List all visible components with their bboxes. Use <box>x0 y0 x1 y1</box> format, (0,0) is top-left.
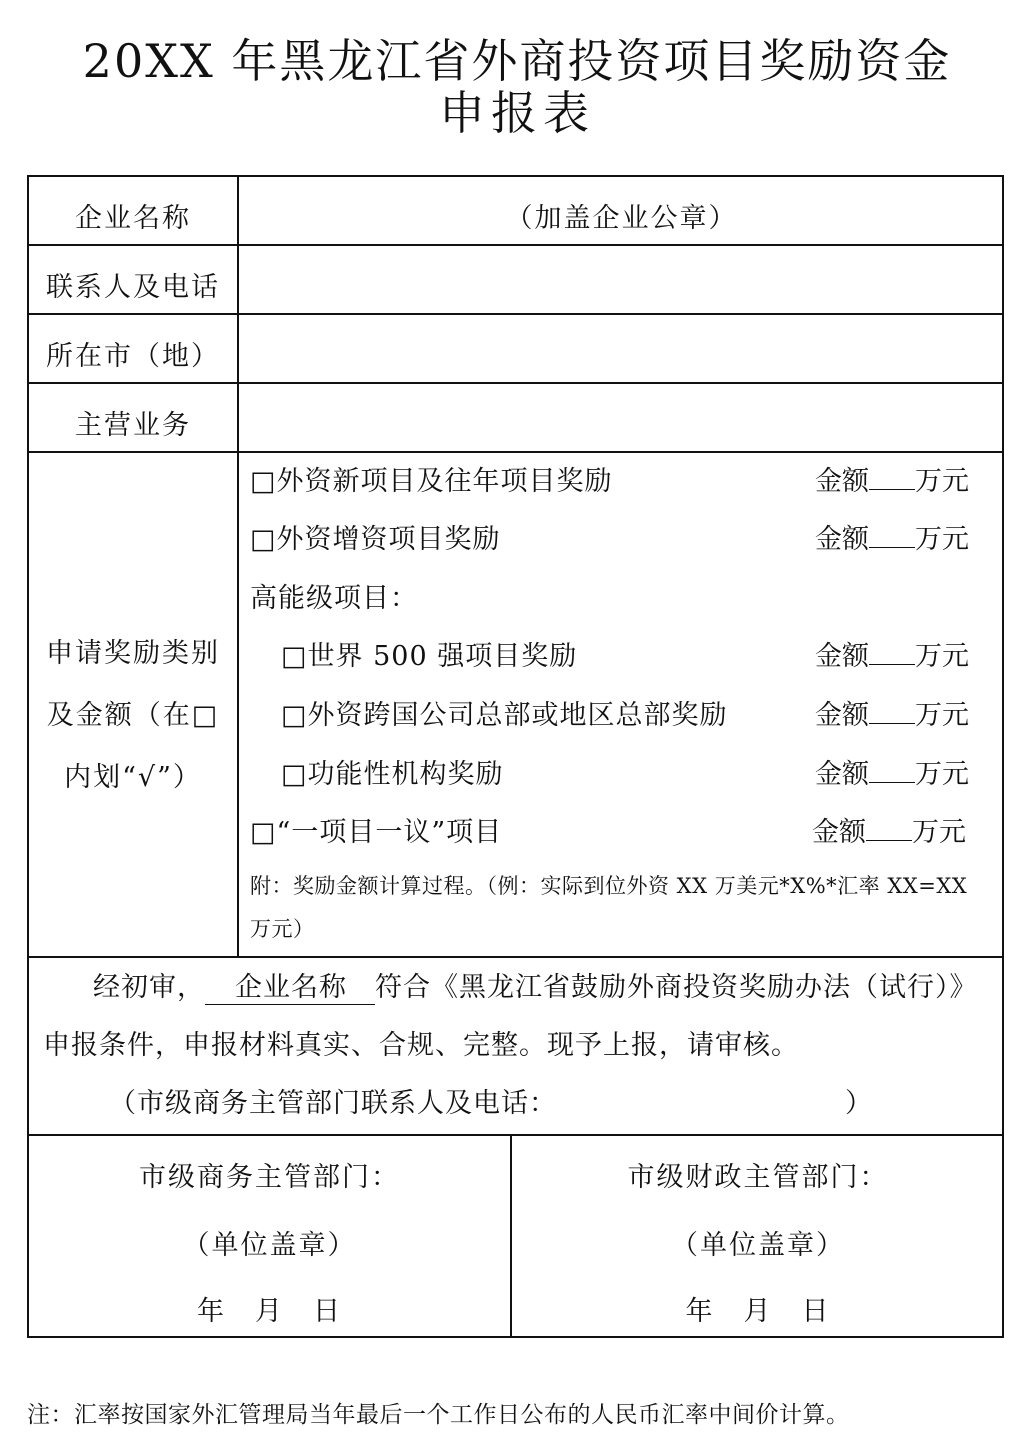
row-divider <box>29 382 1002 384</box>
award-item-fortune500[interactable]: □世界 500 强项目奖励 <box>281 641 578 672</box>
award-label-line1: 申请奖励类别 <box>46 638 220 669</box>
amount-field[interactable] <box>812 810 966 849</box>
row-divider <box>29 313 1002 315</box>
award-item-functional-institution[interactable]: □功能性机构奖励 <box>281 759 504 790</box>
application-form-table <box>27 175 1004 1338</box>
amount-blank[interactable] <box>869 640 915 665</box>
amount-unit: 万元 <box>915 524 969 555</box>
amount-prefix: 金额 <box>815 759 869 790</box>
city-field[interactable] <box>239 316 1004 380</box>
amount-blank[interactable] <box>869 523 915 548</box>
award-item-new-project[interactable]: □外资新项目及往年项目奖励 <box>250 466 613 497</box>
finance-dept-date[interactable]: 年 月 日 <box>685 1296 831 1327</box>
calculation-note-line1: 附：奖励金额计算过程。（例：实际到位外资 XX 万美元*X%*汇率 XX=XX <box>250 874 968 898</box>
amount-prefix: 金额 <box>815 524 869 555</box>
award-label-line2: 及金额（在□ <box>46 700 220 731</box>
form-title-line1: 20XX 年黑龙江省外商投资项目奖励资金 <box>82 34 952 88</box>
contact-label: 联系人及电话 <box>46 272 220 303</box>
row-divider <box>29 1134 1002 1136</box>
amount-unit: 万元 <box>915 759 969 790</box>
city-label: 所在市（地） <box>46 341 220 372</box>
amount-field[interactable] <box>815 517 969 556</box>
commerce-dept-date[interactable]: 年 月 日 <box>197 1296 342 1327</box>
company-name-blank[interactable]: 企业名称 <box>205 965 375 1005</box>
review-contact-close: ） <box>845 1088 873 1119</box>
award-label-line3: 内划“√”） <box>64 762 202 793</box>
award-category-label <box>29 623 237 809</box>
amount-field[interactable] <box>815 752 969 791</box>
amount-unit: 万元 <box>915 641 969 672</box>
amount-prefix: 金额 <box>815 641 869 672</box>
review-line1-rest: 符合《黑龙江省鼓励外商投资奖励办法（试行）》 <box>375 972 978 1003</box>
contact-field[interactable] <box>239 247 1004 311</box>
commerce-dept-title: 市级商务主管部门： <box>139 1162 400 1193</box>
review-contact-line: （市级商务主管部门联系人及电话： <box>109 1088 557 1119</box>
award-item-headquarters[interactable]: □外资跨国公司总部或地区总部奖励 <box>281 700 728 731</box>
finance-dept-title: 市级财政主管部门： <box>627 1162 889 1193</box>
company-seal-field[interactable]: （加盖企业公章） <box>505 203 738 234</box>
business-field[interactable] <box>239 385 1004 449</box>
award-item-capital-increase[interactable]: □外资增资项目奖励 <box>250 524 501 555</box>
review-prefix: 经初审， <box>93 972 205 1003</box>
amount-blank[interactable] <box>869 465 915 490</box>
row-divider <box>29 956 1002 958</box>
company-name-label: 企业名称 <box>75 203 191 234</box>
high-level-projects-heading: 高能级项目： <box>250 583 418 614</box>
form-title-line2: 申报表 <box>439 86 595 140</box>
review-statement-line2: 申报条件，申报材料真实、合规、完整。现予上报，请审核。 <box>43 1030 799 1061</box>
amount-blank[interactable] <box>869 699 915 724</box>
amount-unit: 万元 <box>912 817 966 848</box>
row-divider <box>29 244 1002 246</box>
amount-field[interactable] <box>815 693 969 732</box>
finance-dept-seal[interactable]: （单位盖章） <box>671 1230 845 1261</box>
amount-prefix: 金额 <box>812 817 866 848</box>
amount-unit: 万元 <box>915 700 969 731</box>
amount-unit: 万元 <box>915 466 969 497</box>
exchange-rate-footnote: 注：汇率按国家外汇管理局当年最后一个工作日公布的人民币汇率中间价计算。 <box>27 1402 850 1428</box>
amount-blank[interactable] <box>866 816 912 841</box>
review-statement-line1 <box>93 965 978 1005</box>
amount-prefix: 金额 <box>815 700 869 731</box>
amount-prefix: 金额 <box>815 466 869 497</box>
row-divider <box>29 451 1002 453</box>
commerce-dept-seal[interactable]: （单位盖章） <box>182 1230 357 1261</box>
award-item-case-by-case[interactable]: □“一项目一议”项目 <box>250 817 503 848</box>
amount-blank[interactable] <box>869 758 915 783</box>
amount-field[interactable] <box>815 459 969 498</box>
amount-field[interactable] <box>815 634 969 673</box>
business-label: 主营业务 <box>75 410 191 441</box>
calculation-note-line2: 万元） <box>250 917 315 941</box>
